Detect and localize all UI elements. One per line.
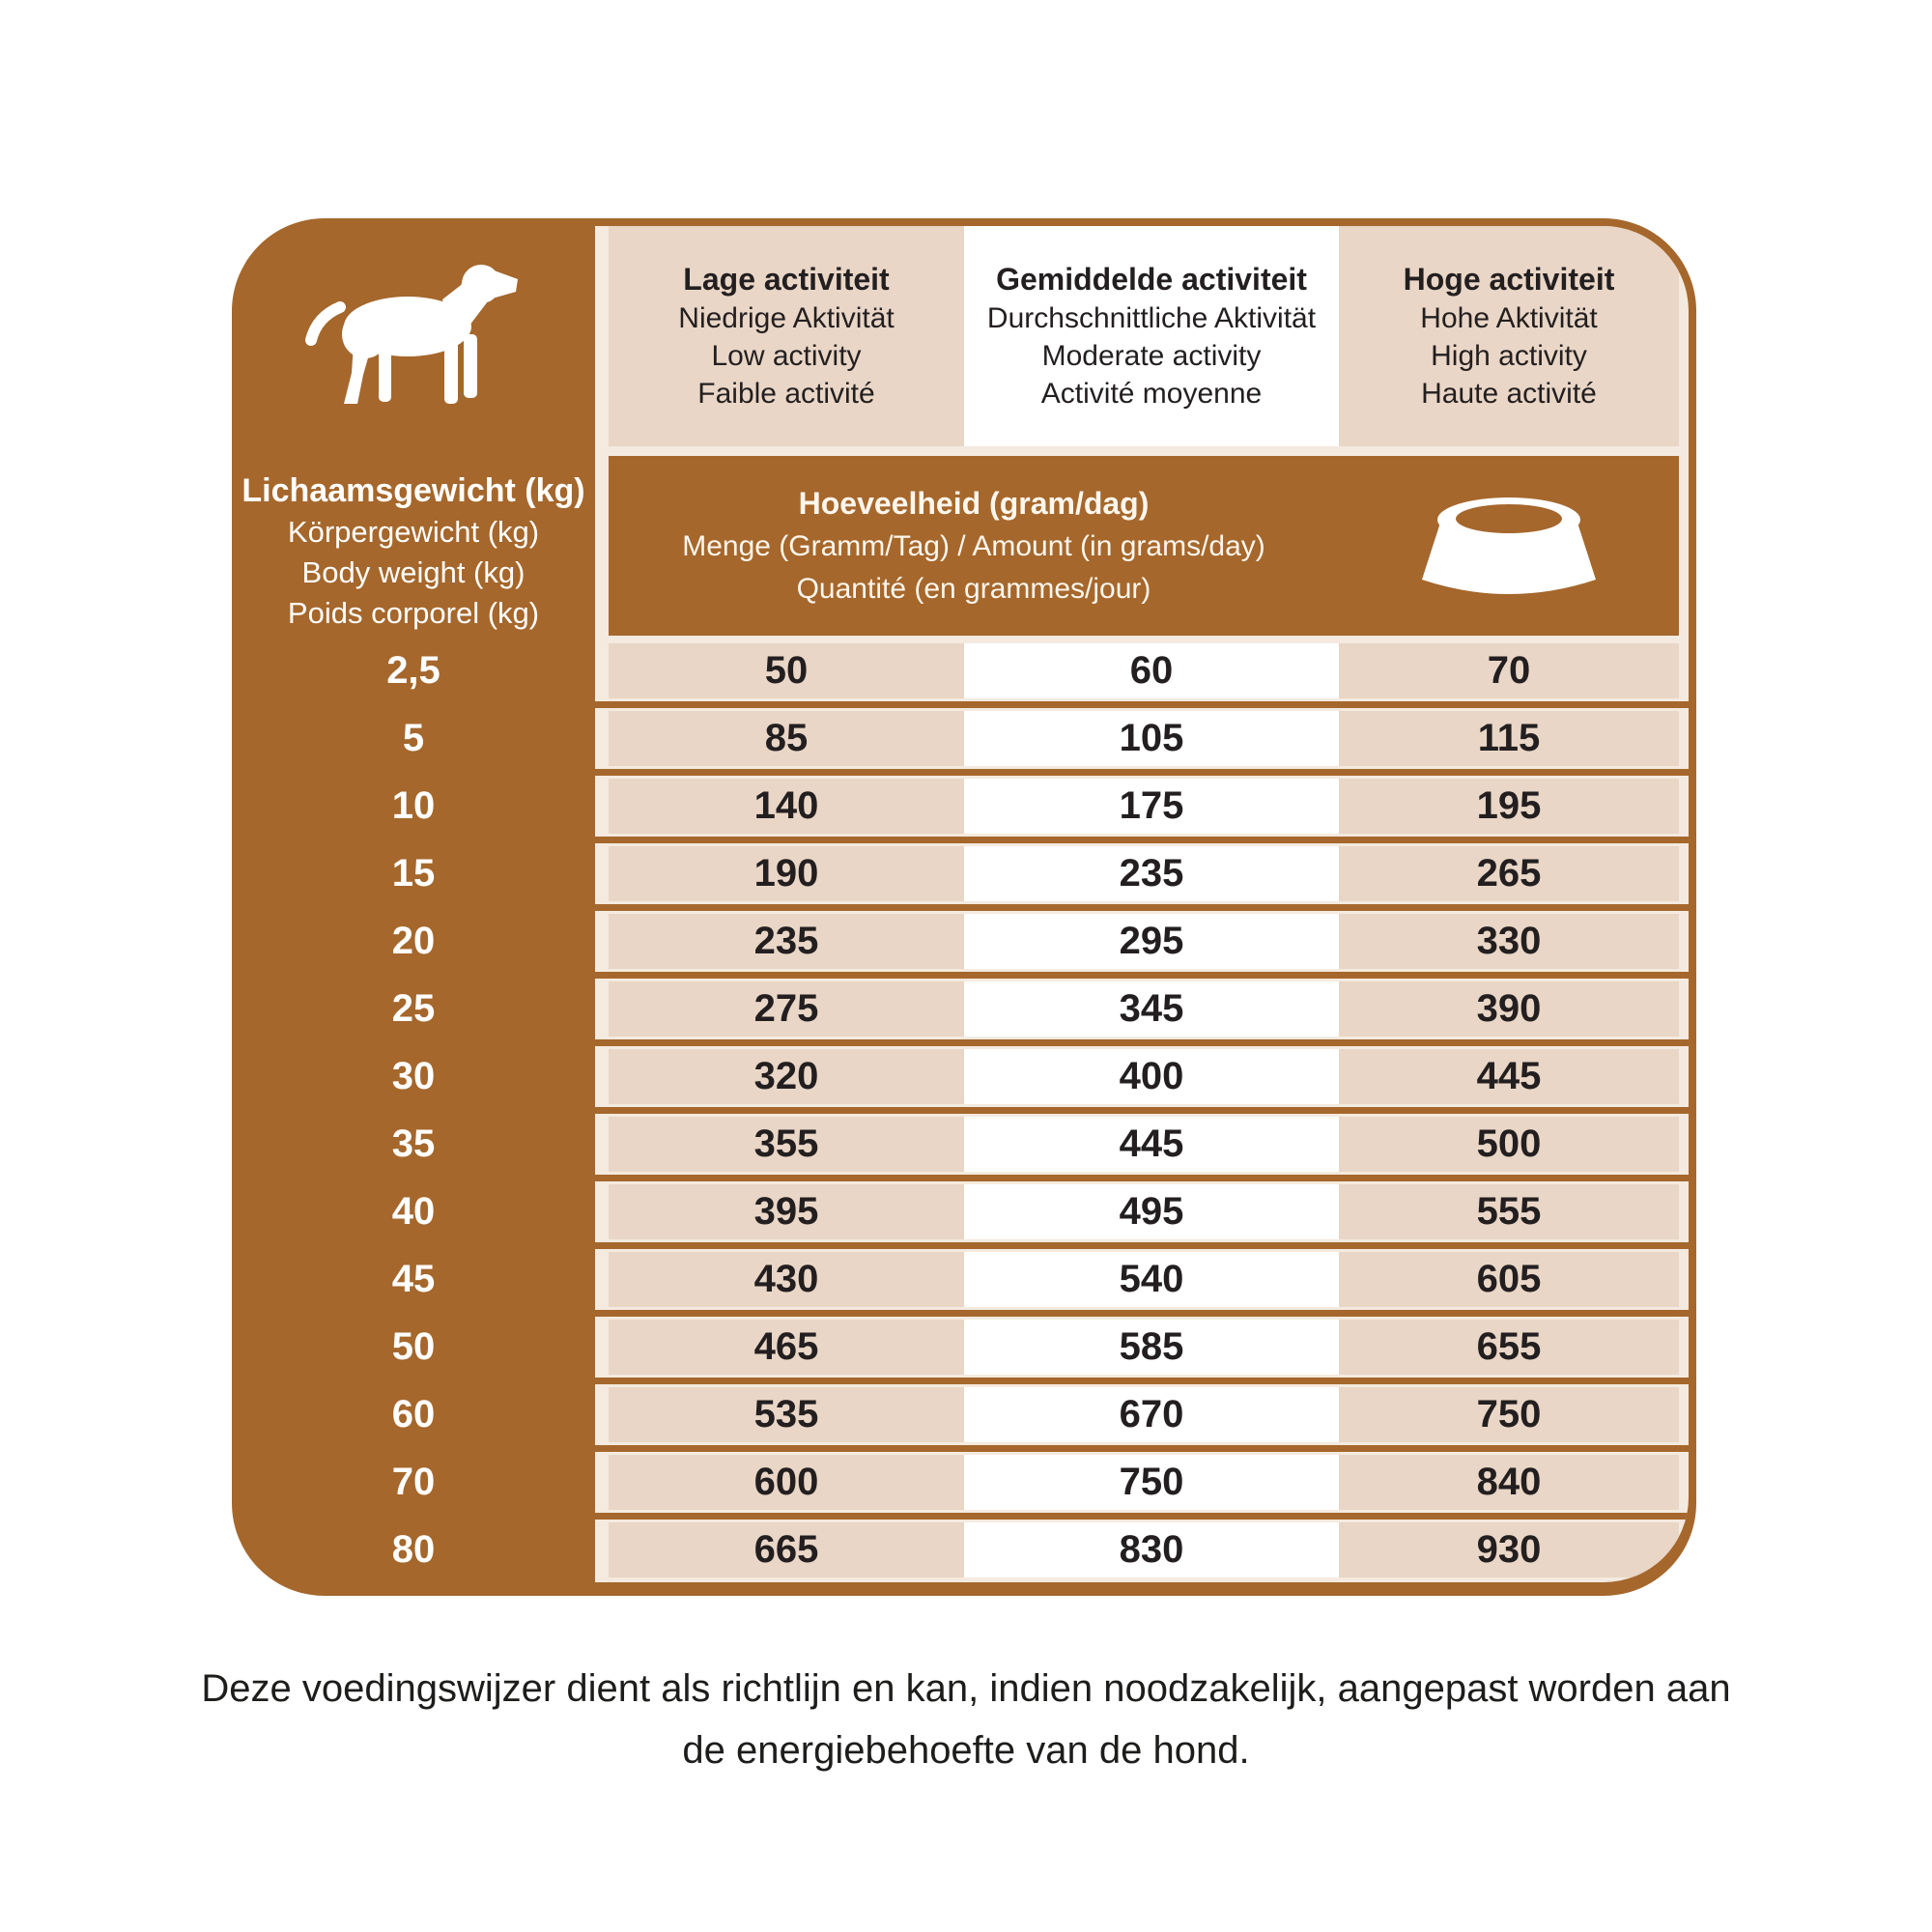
table-row [595, 846, 1689, 901]
weight-row-separator [232, 969, 595, 981]
weight-column [232, 226, 595, 1582]
amount-cell: 400 [964, 1049, 1339, 1104]
amount-cell: 750 [964, 1455, 1339, 1510]
header-moderate-sub-en: Moderate activity [1041, 340, 1262, 372]
gap-strip [1679, 1117, 1689, 1172]
amount-cell: 655 [1339, 1320, 1679, 1375]
gap-strip [1679, 1252, 1689, 1307]
amount-cell: 85 [609, 711, 964, 766]
gap-strip [595, 1455, 609, 1510]
gap-strip [595, 1252, 609, 1307]
amount-cell: 445 [964, 1117, 1339, 1172]
amount-banner-text [609, 481, 1339, 611]
row-separator-line [595, 1513, 1689, 1520]
gap-strip [595, 846, 609, 901]
gap-strip [1679, 846, 1689, 901]
feeding-guide-table [232, 218, 1696, 1596]
weight-row-separator [232, 1104, 595, 1117]
table-row [595, 1049, 1689, 1104]
row-separator [595, 1037, 1689, 1049]
row-separator-line [595, 1445, 1689, 1452]
weight-cell: 5 [402, 717, 425, 759]
amount-cell: 320 [609, 1049, 964, 1104]
gap-strip [595, 643, 609, 698]
amount-cell: 670 [964, 1387, 1339, 1442]
header-low-sub-de: Niedrige Aktivität [678, 302, 895, 334]
amount-cell: 555 [1339, 1184, 1679, 1239]
row-separator [595, 1442, 1689, 1455]
gap-strip [1679, 1184, 1689, 1239]
row-separator-line [595, 904, 1689, 911]
gap-strip [1679, 981, 1689, 1037]
weight-cell: 45 [391, 1258, 436, 1300]
amount-cell: 330 [1339, 914, 1679, 969]
row-separator-line [595, 1107, 1689, 1114]
weight-cell: 70 [391, 1461, 436, 1503]
gap-strip [1679, 779, 1689, 834]
gap-strip [595, 981, 609, 1037]
gap-strip [1679, 1387, 1689, 1442]
row-separator-line [595, 1378, 1689, 1384]
gap-strip [595, 1320, 609, 1375]
amount-cell: 445 [1339, 1049, 1679, 1104]
weight-cell: 20 [391, 920, 436, 962]
gap-strip [595, 226, 609, 446]
amount-cell: 395 [609, 1184, 964, 1239]
amount-cell: 345 [964, 981, 1339, 1037]
row-separator [595, 766, 1689, 779]
amount-cell: 235 [609, 914, 964, 969]
amount-cell: 830 [964, 1522, 1339, 1577]
header-low-activity [609, 226, 964, 446]
header-low-title: Lage activiteit [683, 262, 890, 297]
gap-strip [595, 1522, 609, 1577]
weight-cell: 60 [391, 1393, 436, 1435]
dog-icon [296, 249, 531, 412]
row-separator [595, 1307, 1689, 1320]
amount-cell: 140 [609, 779, 964, 834]
table-row [595, 1455, 1689, 1510]
gap-strip [1679, 1049, 1689, 1104]
amount-banner [609, 456, 1679, 636]
gap-strip [595, 779, 609, 834]
weight-cell: 2,5 [386, 649, 440, 692]
amount-cell: 50 [609, 643, 964, 698]
table-row [595, 1387, 1689, 1442]
amount-sub-de-en: Menge (Gramm/Tag) / Amount (in grams/day) [682, 530, 1265, 562]
weight-sub-de: Körpergewicht (kg) [287, 515, 540, 549]
amount-cell: 235 [964, 846, 1339, 901]
weight-cell: 30 [391, 1055, 436, 1097]
amount-cell: 70 [1339, 643, 1679, 698]
gap-strip [1679, 226, 1689, 446]
gap-strip [595, 711, 609, 766]
row-separator-line [595, 701, 1689, 708]
row-separator-line [595, 972, 1689, 979]
amount-cell: 195 [1339, 779, 1679, 834]
amount-cell: 175 [964, 779, 1339, 834]
table-row [595, 981, 1689, 1037]
weight-row-separator [232, 1375, 595, 1387]
gap-strip [595, 446, 1689, 456]
table-row [595, 1320, 1689, 1375]
weight-sub-fr: Poids corporel (kg) [287, 596, 540, 630]
weight-row-separator [232, 1442, 595, 1455]
amount-cell: 495 [964, 1184, 1339, 1239]
gap-strip [1679, 711, 1689, 766]
amount-cell: 190 [609, 846, 964, 901]
amount-cell: 600 [609, 1455, 964, 1510]
amount-sub-fr: Quantité (en grammes/jour) [796, 573, 1151, 605]
weight-row-separator [232, 901, 595, 914]
weight-row-separator [232, 1239, 595, 1252]
amount-cell: 430 [609, 1252, 964, 1307]
row-separator-line [595, 1310, 1689, 1317]
header-moderate-activity [964, 226, 1339, 446]
amount-cell: 115 [1339, 711, 1679, 766]
weight-row-separator [232, 766, 595, 779]
amount-cell: 750 [1339, 1387, 1679, 1442]
row-separator [595, 969, 1689, 981]
row-separator [595, 901, 1689, 914]
amount-cell: 295 [964, 914, 1339, 969]
activity-header-row [595, 226, 1689, 446]
gap-strip [1679, 1320, 1689, 1375]
row-separator [595, 1510, 1689, 1522]
weight-row-separator [232, 834, 595, 846]
bowl-icon [1339, 487, 1679, 605]
gap-strip [1679, 914, 1689, 969]
amount-cell: 60 [964, 643, 1339, 698]
table-row [595, 1184, 1689, 1239]
header-high-sub-fr: Haute activité [1421, 378, 1597, 410]
weight-cell: 35 [391, 1122, 436, 1165]
table-row [595, 711, 1689, 766]
weight-cell: 10 [391, 784, 436, 827]
row-separator [595, 1375, 1689, 1387]
weight-row-separator [232, 1307, 595, 1320]
row-separator-line [595, 1242, 1689, 1249]
weight-column-labels [232, 469, 595, 634]
table-row [595, 1117, 1689, 1172]
weight-row-separator [232, 1037, 595, 1049]
amount-cell: 465 [609, 1320, 964, 1375]
data-rows [595, 643, 1689, 1577]
weight-cell: 80 [391, 1528, 436, 1571]
gap-strip [595, 914, 609, 969]
amount-cell: 275 [609, 981, 964, 1037]
amount-cell: 265 [1339, 846, 1679, 901]
gap-strip [1679, 643, 1689, 698]
row-separator-line [595, 769, 1689, 776]
row-separator-line [595, 1175, 1689, 1181]
amount-cell: 390 [1339, 981, 1679, 1037]
row-separator-line [595, 837, 1689, 843]
amount-cell: 105 [964, 711, 1339, 766]
gap-strip [595, 1117, 609, 1172]
row-separator [595, 834, 1689, 846]
header-high-sub-en: High activity [1431, 340, 1587, 372]
weight-sub-en: Body weight (kg) [301, 555, 526, 589]
weight-title: Lichaamsgewicht (kg) [242, 472, 585, 509]
amount-cell: 605 [1339, 1252, 1679, 1307]
weight-cell: 15 [391, 852, 436, 895]
weight-cell: 40 [391, 1190, 436, 1233]
weight-row-separator [232, 1172, 595, 1184]
header-high-activity [1339, 226, 1679, 446]
row-separator [595, 1172, 1689, 1184]
weight-column-header [232, 226, 595, 643]
gap-strip [595, 1049, 609, 1104]
amount-cell: 535 [609, 1387, 964, 1442]
header-low-sub-fr: Faible activité [697, 378, 875, 410]
header-low-sub-en: Low activity [711, 340, 862, 372]
header-moderate-title: Gemiddelde activiteit [996, 262, 1307, 297]
table-row [595, 914, 1689, 969]
weight-row-separator [232, 1510, 595, 1522]
amount-title: Hoeveelheid (gram/dag) [798, 486, 1150, 521]
table-row [595, 1252, 1689, 1307]
gap-strip [595, 1387, 609, 1442]
weight-cell: 25 [391, 987, 436, 1030]
weight-rows [232, 643, 595, 1577]
weight-row-separator [232, 698, 595, 711]
header-moderate-sub-fr: Activité moyenne [1040, 378, 1263, 410]
gap-strip [595, 1184, 609, 1239]
gap-strip [1679, 1455, 1689, 1510]
weight-cell: 50 [391, 1325, 436, 1368]
table-row [595, 779, 1689, 834]
amount-cell: 540 [964, 1252, 1339, 1307]
row-separator [595, 1104, 1689, 1117]
table-row [595, 643, 1689, 698]
amount-cell: 665 [609, 1522, 964, 1577]
row-separator [595, 1239, 1689, 1252]
amount-cell: 500 [1339, 1117, 1679, 1172]
footer-note: Deze voedingswijzer dient als richtlijn en kan, indien noodzakelijk, aangepast worden aan de energiebehoefte van de hond. [201, 1667, 1731, 1772]
amount-cell: 355 [609, 1117, 964, 1172]
gap-strip [1679, 1522, 1689, 1577]
gap-strip [595, 636, 1689, 643]
header-high-sub-de: Hohe Aktivität [1420, 302, 1598, 334]
amount-cell: 930 [1339, 1522, 1679, 1577]
amount-cell: 585 [964, 1320, 1339, 1375]
table-row [595, 1522, 1689, 1577]
header-moderate-sub-de: Durchschnittliche Aktivität [986, 302, 1317, 334]
row-separator [595, 698, 1689, 711]
header-high-title: Hoge activiteit [1403, 262, 1615, 297]
data-panel [595, 226, 1689, 1582]
amount-cell: 840 [1339, 1455, 1679, 1510]
row-separator-line [595, 1039, 1689, 1046]
